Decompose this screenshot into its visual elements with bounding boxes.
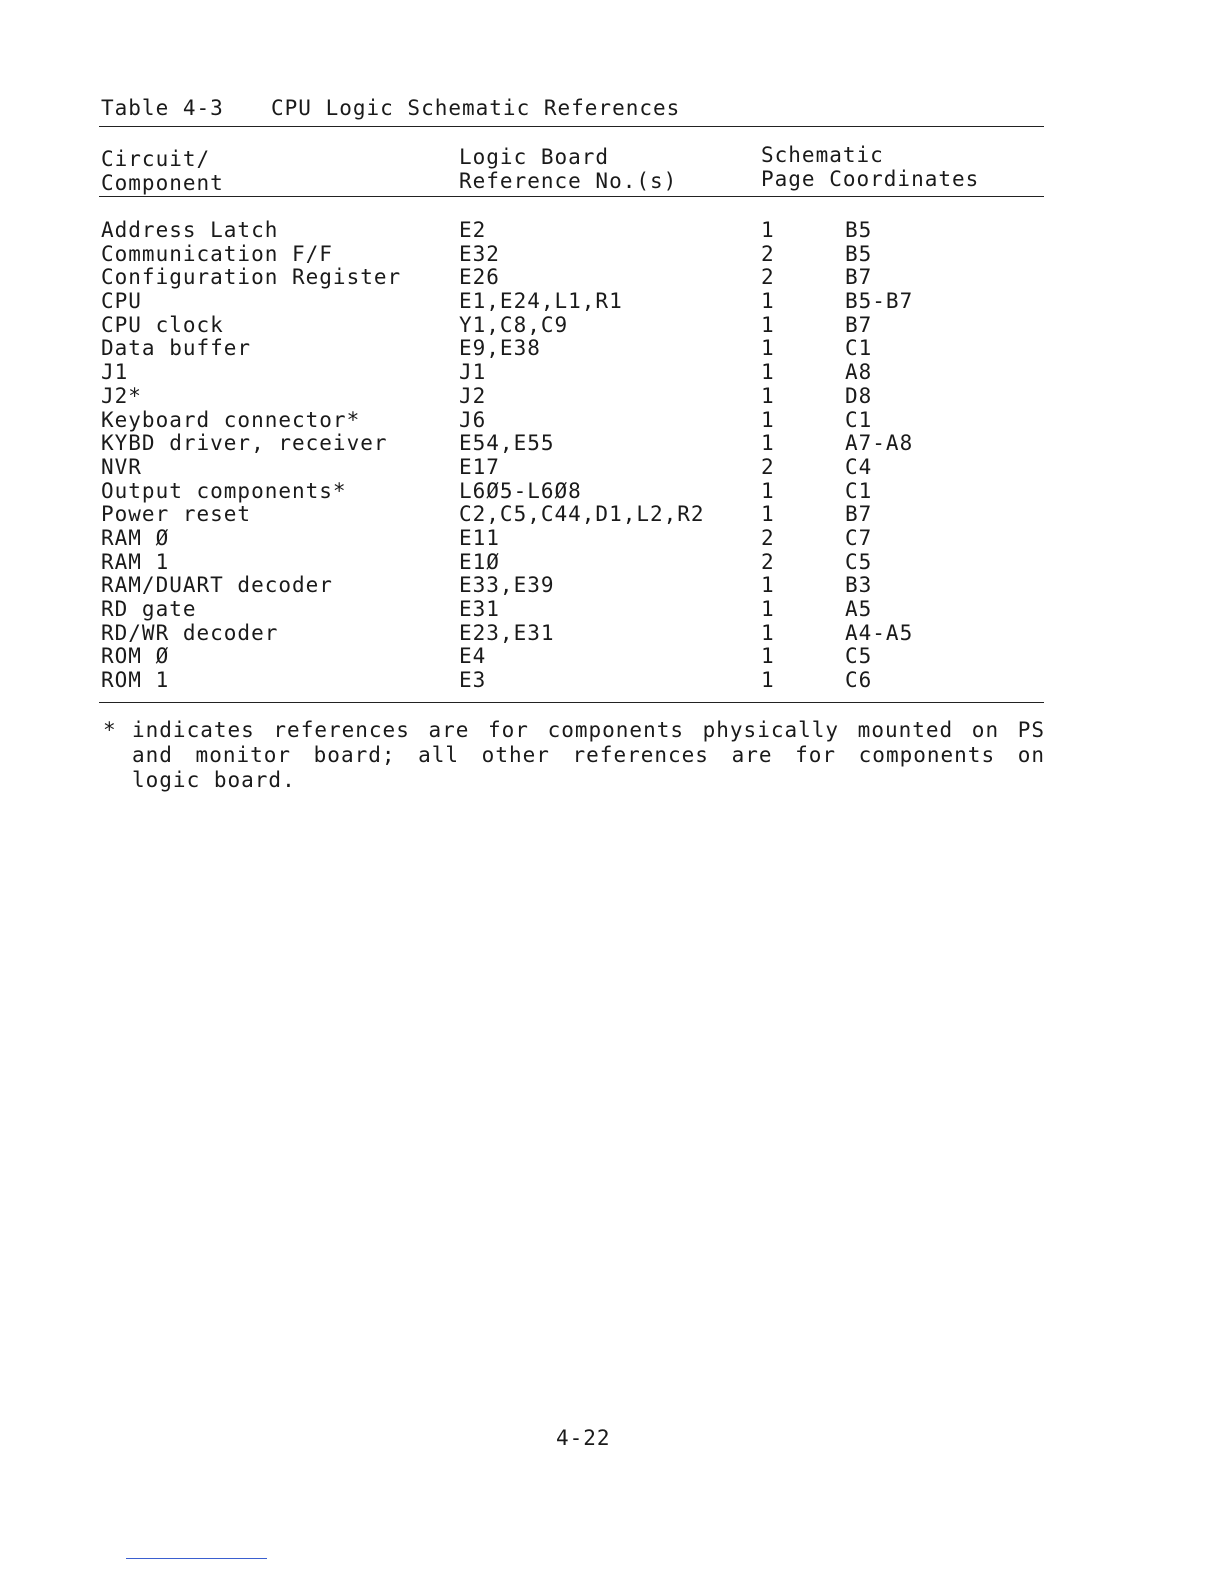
table-cell-coordinates: C1 bbox=[845, 478, 873, 503]
table-cell-coordinates: C6 bbox=[845, 668, 873, 693]
table-cell-page: 1 bbox=[761, 644, 775, 669]
table-cell-coordinates: B5 bbox=[845, 241, 873, 266]
table-cell-page: 2 bbox=[761, 265, 775, 290]
table-cell-page: 2 bbox=[761, 241, 775, 266]
table-cell-reference: J1 bbox=[459, 360, 487, 385]
table-cell-page: 1 bbox=[761, 668, 775, 693]
table-row bbox=[0, 360, 1224, 384]
table-body bbox=[0, 218, 1224, 692]
table-cell-page: 1 bbox=[761, 431, 775, 456]
footnote-text: indicates references are for components physically mounted on PS and monitor board; all other references are for components on logic board. bbox=[132, 718, 1045, 792]
table-caption bbox=[101, 96, 680, 120]
top-rule bbox=[99, 126, 1044, 127]
table-row bbox=[0, 479, 1224, 503]
decorative-blue-line bbox=[126, 1558, 267, 1559]
table-cell-reference: E1Ø bbox=[459, 549, 500, 574]
table-cell-reference: E11 bbox=[459, 525, 500, 550]
table-cell-page: 2 bbox=[761, 525, 775, 550]
table-cell-coordinates: B7 bbox=[845, 502, 873, 527]
table-cell-reference: J6 bbox=[459, 407, 487, 432]
table-cell-component: J1 bbox=[101, 360, 129, 385]
table-row bbox=[0, 408, 1224, 432]
table-cell-page: 1 bbox=[761, 360, 775, 385]
table-cell-coordinates: A5 bbox=[845, 597, 873, 621]
table-cell-page: 1 bbox=[761, 478, 775, 503]
table-row bbox=[0, 313, 1224, 337]
table-title: CPU Logic Schematic References bbox=[271, 96, 681, 120]
table-cell-component: RAM/DUART decoder bbox=[101, 573, 333, 598]
table-cell-coordinates: C1 bbox=[845, 336, 873, 361]
table-cell-component: RAM Ø bbox=[101, 525, 170, 550]
table-cell-coordinates: A7-A8 bbox=[845, 431, 914, 456]
table-cell-reference: E32 bbox=[459, 241, 500, 266]
table-cell-reference: E23,E31 bbox=[459, 620, 555, 645]
table-cell-page: 1 bbox=[761, 502, 775, 527]
table-cell-coordinates: C7 bbox=[845, 525, 873, 550]
table-number: Table 4-3 bbox=[101, 96, 224, 120]
table-cell-component: CPU clock bbox=[101, 312, 224, 337]
table-cell-coordinates: B7 bbox=[845, 312, 873, 337]
table-cell-coordinates: B5 bbox=[845, 218, 873, 242]
table-cell-coordinates: C1 bbox=[845, 407, 873, 432]
table-cell-component: RD/WR decoder bbox=[101, 620, 279, 645]
table-cell-reference: L6Ø5-L6Ø8 bbox=[459, 478, 582, 503]
header-circuit-component: Circuit/ Component bbox=[101, 147, 224, 195]
table-cell-component: Configuration Register bbox=[101, 265, 402, 290]
header-schematic-page-coordinates: Schematic Page Coordinates bbox=[761, 143, 980, 191]
table-cell-component: Address Latch bbox=[101, 218, 279, 242]
table-cell-component: KYBD driver, receiver bbox=[101, 431, 388, 456]
table-row bbox=[0, 573, 1224, 597]
table-cell-coordinates: C5 bbox=[845, 644, 873, 669]
table-cell-coordinates: D8 bbox=[845, 383, 873, 408]
table-row bbox=[0, 218, 1224, 242]
table-cell-reference: E2 bbox=[459, 218, 487, 242]
table-cell-page: 2 bbox=[761, 549, 775, 574]
table-cell-component: ROM 1 bbox=[101, 668, 170, 693]
table-row bbox=[0, 455, 1224, 479]
table-cell-page: 1 bbox=[761, 573, 775, 598]
table-row bbox=[0, 265, 1224, 289]
table-row bbox=[0, 384, 1224, 408]
table-cell-reference: Y1,C8,C9 bbox=[459, 312, 569, 337]
table-cell-coordinates: B5-B7 bbox=[845, 289, 914, 314]
table-cell-reference: E9,E38 bbox=[459, 336, 541, 361]
table-cell-coordinates: C4 bbox=[845, 454, 873, 479]
table-cell-reference: E31 bbox=[459, 597, 500, 621]
table-cell-component: ROM Ø bbox=[101, 644, 170, 669]
table-cell-reference: E1,E24,L1,R1 bbox=[459, 289, 623, 314]
table-row bbox=[0, 668, 1224, 692]
table-cell-component: Data buffer bbox=[101, 336, 252, 361]
table-cell-component: J2* bbox=[101, 383, 142, 408]
table-cell-reference: J2 bbox=[459, 383, 487, 408]
table-cell-component: Keyboard connector* bbox=[101, 407, 361, 432]
table-row bbox=[0, 526, 1224, 550]
table-row bbox=[0, 502, 1224, 526]
table-cell-reference: E3 bbox=[459, 668, 487, 693]
table-cell-coordinates: B7 bbox=[845, 265, 873, 290]
header-rule bbox=[99, 196, 1044, 197]
table-row bbox=[0, 431, 1224, 455]
table-cell-page: 1 bbox=[761, 336, 775, 361]
table-row bbox=[0, 621, 1224, 645]
table-cell-component: CPU bbox=[101, 289, 142, 314]
table-cell-component: NVR bbox=[101, 454, 142, 479]
header-logic-board-reference: Logic Board Reference No.(s) bbox=[459, 145, 678, 193]
table-cell-page: 1 bbox=[761, 218, 775, 242]
table-cell-page: 1 bbox=[761, 289, 775, 314]
table-cell-component: Output components* bbox=[101, 478, 347, 503]
table-cell-component: RD gate bbox=[101, 597, 197, 621]
table-cell-coordinates: A4-A5 bbox=[845, 620, 914, 645]
table-cell-reference: E26 bbox=[459, 265, 500, 290]
table-cell-page: 1 bbox=[761, 312, 775, 337]
table-row bbox=[0, 336, 1224, 360]
table-cell-page: 1 bbox=[761, 383, 775, 408]
table-cell-coordinates: C5 bbox=[845, 549, 873, 574]
table-cell-coordinates: B3 bbox=[845, 573, 873, 598]
table-cell-reference: E54,E55 bbox=[459, 431, 555, 456]
table-cell-reference: E4 bbox=[459, 644, 487, 669]
table-cell-component: Communication F/F bbox=[101, 241, 333, 266]
table-cell-page: 2 bbox=[761, 454, 775, 479]
table-row bbox=[0, 644, 1224, 668]
table-cell-component: Power reset bbox=[101, 502, 252, 527]
footnote-marker: * bbox=[103, 718, 117, 742]
table-cell-reference: E17 bbox=[459, 454, 500, 479]
table-row bbox=[0, 242, 1224, 266]
bottom-rule bbox=[99, 702, 1044, 703]
table-row bbox=[0, 550, 1224, 574]
table-row bbox=[0, 597, 1224, 621]
table-cell-page: 1 bbox=[761, 597, 775, 621]
page-number: 4-22 bbox=[556, 1426, 611, 1450]
table-cell-reference: C2,C5,C44,D1,L2,R2 bbox=[459, 502, 705, 527]
table-cell-page: 1 bbox=[761, 407, 775, 432]
table-row bbox=[0, 289, 1224, 313]
footnote bbox=[103, 718, 1048, 793]
table-cell-page: 1 bbox=[761, 620, 775, 645]
table-cell-component: RAM 1 bbox=[101, 549, 170, 574]
table-cell-coordinates: A8 bbox=[845, 360, 873, 385]
table-cell-reference: E33,E39 bbox=[459, 573, 555, 598]
